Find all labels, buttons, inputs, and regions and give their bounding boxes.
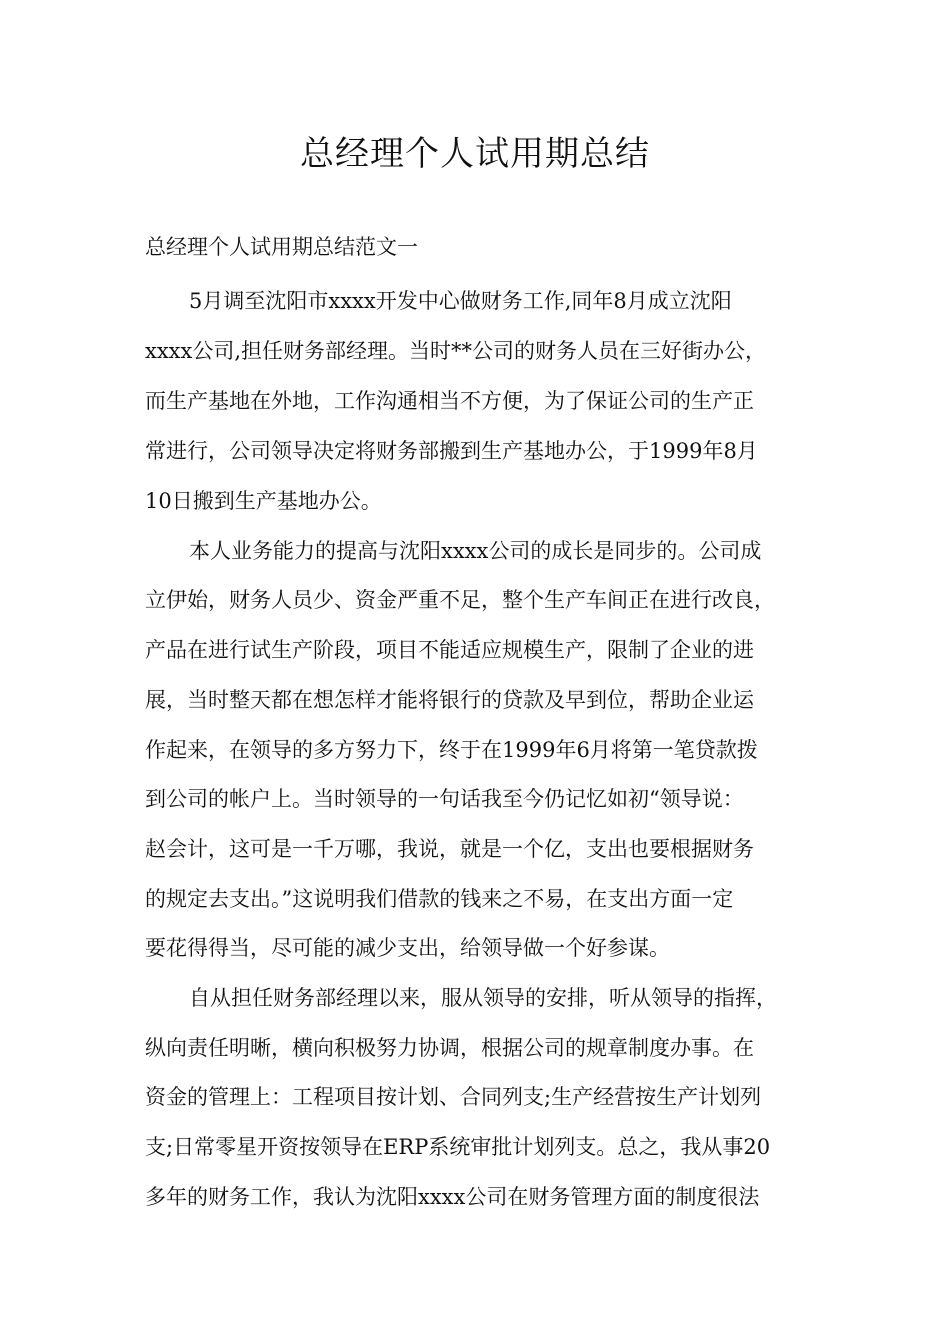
paragraph-line: xxxx公司,担任财务部经理。当时**公司的财务人员在三好街办公， — [145, 339, 767, 363]
paragraph-line: 10日搬到生产基地办公。 — [145, 489, 382, 513]
document-subtitle: 总经理个人试用期总结范文一 — [145, 235, 418, 259]
paragraph-line: 多年的财务工作，我认为沈阳xxxx公司在财务管理方面的制度很法 — [145, 1185, 760, 1209]
paragraph-line: 的规定去支出。”这说明我们借款的钱来之不易，在支出方面一定 — [145, 887, 734, 911]
paragraph-line: 赵会计，这可是一千万哪，我说，就是一个亿，支出也要根据财务 — [145, 837, 754, 861]
paragraph-line: 常进行，公司领导决定将财务部搬到生产基地办公，于1999年8月 — [145, 439, 758, 463]
document-title: 总经理个人试用期总结 — [300, 134, 650, 174]
paragraph-line: 自从担任财务部经理以来，服从领导的安排，听从领导的指挥， — [189, 986, 777, 1010]
paragraph-line: 作起来，在领导的多方努力下，终于在1999年6月将第一笔贷款拨 — [145, 738, 758, 762]
paragraph-line: 支;日常零星开资按领导在ERP系统审批计划列支。总之，我从事20 — [145, 1135, 771, 1159]
paragraph-line: 而生产基地在外地，工作沟通相当不方便，为了保证公司的生产正 — [145, 389, 754, 413]
paragraph-line: 资金的管理上：工程项目按计划、合同列支;生产经营按生产计划列 — [145, 1085, 762, 1109]
paragraph-line: 本人业务能力的提高与沈阳xxxx公司的成长是同步的。公司成 — [189, 539, 762, 563]
paragraph-line: 立伊始，财务人员少、资金严重不足，整个生产车间正在进行改良， — [145, 588, 775, 612]
paragraph-line: 产品在进行试生产阶段，项目不能适应规模生产，限制了企业的进 — [145, 638, 754, 662]
paragraph-line: 展，当时整天都在想怎样才能将银行的贷款及早到位，帮助企业运 — [145, 688, 754, 712]
paragraph-line: 要花得得当，尽可能的减少支出，给领导做一个好参谋。 — [145, 936, 670, 960]
paragraph-line: 5月调至沈阳市xxxx开发中心做财务工作,同年8月成立沈阳 — [189, 289, 732, 313]
paragraph-line: 纵向责任明晰，横向积极努力协调，根据公司的规章制度办事。在 — [145, 1036, 754, 1060]
paragraph-line: 到公司的帐户上。当时领导的一句话我至今仍记忆如初“领导说： — [145, 787, 744, 811]
